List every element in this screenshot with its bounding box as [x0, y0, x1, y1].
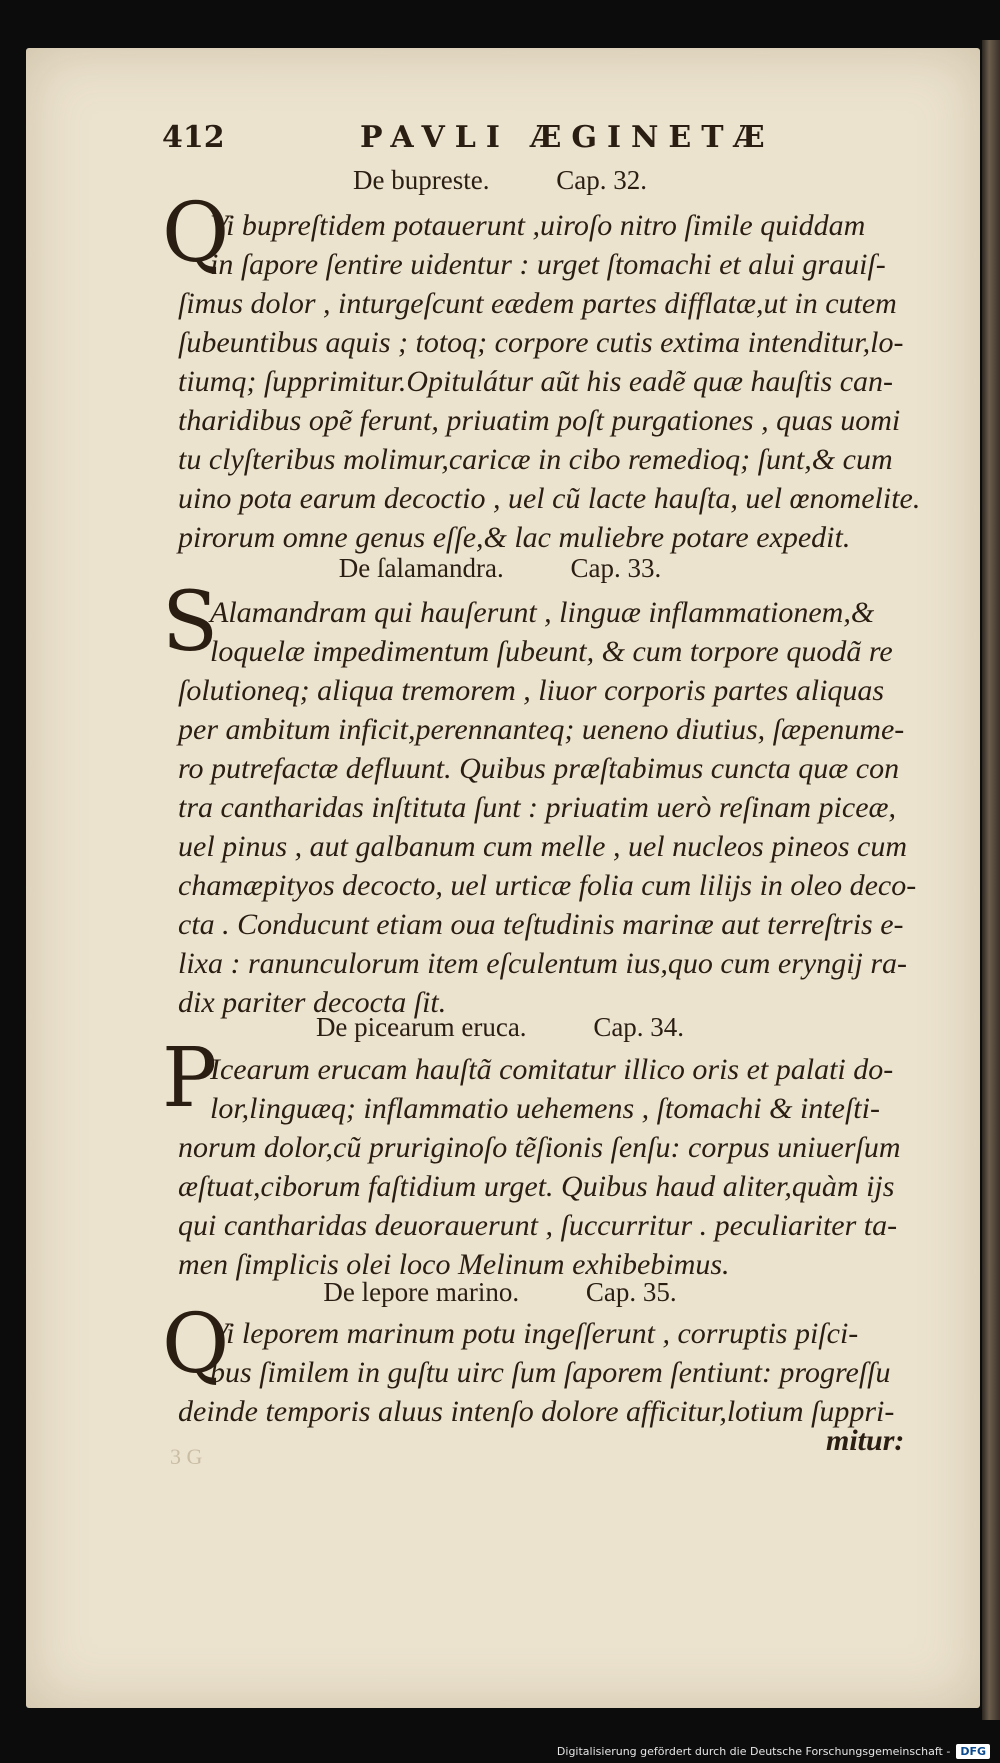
- text-line: in ſapore ſentire uidentur : urget ſtomachi et alui grauiſ-: [210, 248, 886, 281]
- chapter-heading-33: [0, 553, 1000, 584]
- chapter-title: De ſalamandra.: [338, 553, 504, 583]
- chapter-title: De bupreste.: [353, 165, 490, 195]
- drop-cap-initial: Q: [162, 186, 230, 281]
- book-edge: [982, 40, 1000, 1720]
- chapter-heading-34: [0, 1012, 1000, 1043]
- text-line: Icearum erucam hauſtã comitatur illico oris et palati do-: [210, 1053, 894, 1086]
- text-line: tiumq; ſupprimitur.Opitulátur aũt his eadẽ quæ hauſtis can-: [178, 365, 894, 398]
- text-line: per ambitum inficit,perennanteq; ueneno diutius, ſæpenume-: [178, 713, 905, 746]
- chapter-title: De picearum eruca.: [315, 1012, 527, 1042]
- running-title: PAVLI ÆGINETÆ: [360, 120, 775, 155]
- chapter-body-34: [178, 1050, 900, 1284]
- text-line: deinde temporis aluus intenſo dolore afficitur,lotium ſuppri-: [178, 1395, 895, 1428]
- text-line: tu clyſteribus molimur,caricæ in cibo remedioq; ſunt,& cum: [178, 443, 893, 476]
- page-header: [162, 120, 802, 160]
- dfg-logo: DFG: [956, 1744, 990, 1759]
- text-line: cta . Conducunt etiam oua teſtudinis marinæ aut terreſtris e-: [178, 908, 904, 941]
- chapter-number: Cap. 33.: [570, 553, 662, 583]
- text-line: tra cantharidas inſtituta ſunt : priuatim uerò reſinam piceæ,: [178, 791, 897, 824]
- text-line: æſtuat,ciborum faſtidium urget. Quibus haud aliter,quàm ijs: [178, 1170, 895, 1203]
- text-line: ſolutioneq; aliqua tremorem , liuor corporis partes aliquas: [178, 674, 885, 707]
- text-line: lor,linguæq; inflammatio uehemens , ſtomachi & inteſti-: [210, 1092, 880, 1125]
- text-line: dix pariter decocta ſit.: [178, 986, 447, 1019]
- text-line: lixa : ranunculorum item eſculentum ius,quo cum eryngij ra-: [178, 947, 908, 980]
- chapter-heading-35: [0, 1277, 1000, 1308]
- text-line: ſubeuntibus aquis ; totoq; corpore cutis extima intenditur,lo-: [178, 326, 904, 359]
- text-line: men ſimplicis olei loco Melinum exhibebimus.: [178, 1248, 730, 1281]
- text-line: bus ſimilem in guſtu uirc ſum ſaporem ſentiunt: progreſſu: [210, 1356, 891, 1389]
- signature-mark: 3 G: [170, 1444, 203, 1469]
- text-line: Vi leporem marinum potu ingeſſerunt , corruptis piſci-: [210, 1317, 859, 1350]
- drop-cap-initial: S: [162, 575, 219, 670]
- text-line: uel pinus , aut galbanum cum melle , uel nucleos pineos cum: [178, 830, 908, 863]
- text-line: ro putrefactæ defluunt. Quibus præſtabimus cuncta quæ con: [178, 752, 900, 785]
- page-number: 412: [162, 120, 225, 155]
- text-line: Vi bupreſtidem potauerunt ,uiroſo nitro ſimile quiddam: [210, 209, 866, 242]
- chapter-number: Cap. 32.: [556, 165, 647, 195]
- drop-cap-initial: Q: [162, 1297, 230, 1392]
- chapter-body-33: [178, 593, 917, 1022]
- chapter-body-35: [178, 1314, 900, 1431]
- credit-text: Digitalisierung gefördert durch die Deutsche Forschungsgemeinschaft -: [556, 1745, 951, 1758]
- chapter-title: De lepore marino.: [323, 1277, 520, 1307]
- text-line: chamæpityos decocto, uel urticæ folia cum lilijs in oleo deco-: [178, 869, 917, 902]
- catchword: mitur:: [826, 1424, 905, 1457]
- drop-cap-initial: P: [162, 1031, 218, 1126]
- chapter-heading-32: [0, 165, 1000, 196]
- text-line: uino pota earum decoctio , uel cũ lacte hauſta, uel œnomelite.: [178, 482, 921, 515]
- text-line: tharidibus opẽ ferunt, priuatim poſt purgationes , quas uomi: [178, 404, 901, 437]
- digitization-credit: [557, 1744, 990, 1759]
- text-line: ſimus dolor , inturgeſcunt eædem partes difflatæ,ut in cutem: [178, 287, 897, 320]
- chapter-number: Cap. 35.: [585, 1277, 677, 1307]
- text-line: pirorum omne genus eſſe,& lac muliebre potare expedit.: [178, 521, 851, 554]
- text-line: qui cantharidas deuorauerunt , ſuccurritur . peculiariter ta-: [178, 1209, 898, 1242]
- text-line: Alamandram qui hauſerunt , linguæ inflammationem,&: [210, 596, 875, 629]
- chapter-body-32: [178, 206, 921, 557]
- text-line: loquelæ impedimentum ſubeunt, & cum torpore quodã re: [210, 635, 893, 668]
- text-line: norum dolor,cũ pruriginoſo tẽſionis ſenſu: corpus uniuerſum: [178, 1131, 901, 1164]
- chapter-number: Cap. 34.: [593, 1012, 685, 1042]
